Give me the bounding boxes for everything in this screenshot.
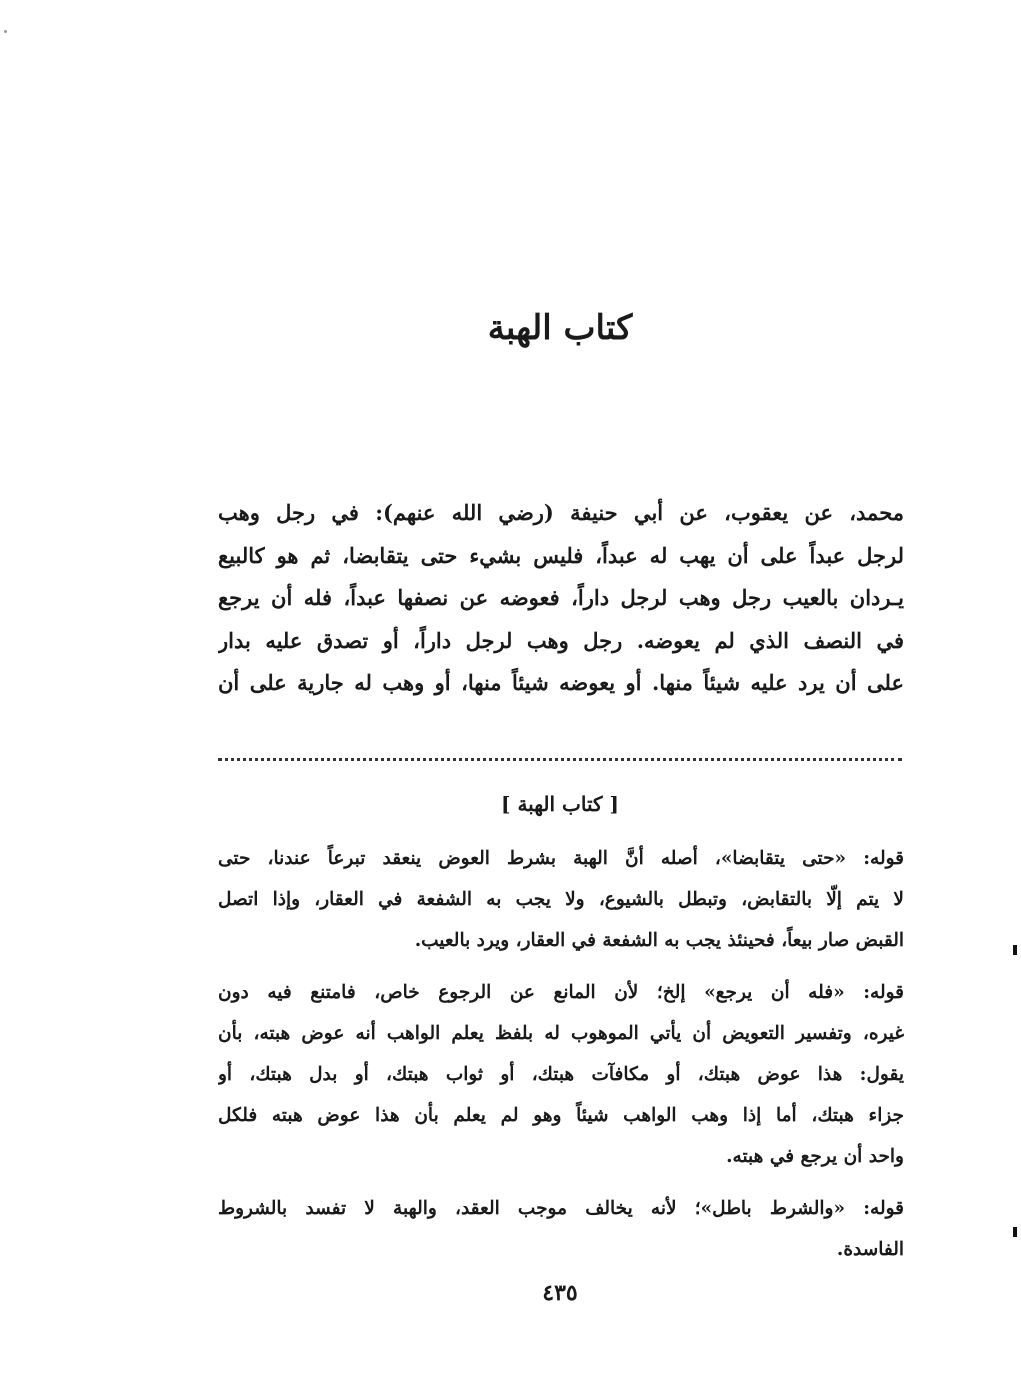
- scan-speck: [4, 30, 7, 33]
- commentary-line: واحد أن يرجع في هبته.: [726, 1146, 904, 1167]
- page-number: ٤٣٥: [542, 1280, 578, 1306]
- commentary-line: غيره، وتفسير التعويض أن يأتي الموهوب له بلفظ يعلم الواهب أنه عوض هبته، بأن: [218, 1023, 904, 1044]
- commentary-line: قوله: «فله أن يرجع» إلخ؛ لأن المانع عن الرجوع خاص، فامتنع فيه دون: [218, 982, 904, 1003]
- main-text-line: محمد، عن يعقوب، عن أبي حنيفة (رضي الله عنهم): في رجل وهب: [218, 500, 904, 525]
- commentary-line: الفاسدة.: [836, 1239, 904, 1260]
- chapter-title: كتاب الهبة: [487, 308, 633, 348]
- commentary-line: جزاء هبتك، أما إذا وهب الواهب شيئاً وهو لم يعلم بأن هذا عوض هبته فلكل: [218, 1105, 904, 1126]
- margin-mark: [1013, 1227, 1017, 1237]
- dotted-separator: [218, 758, 902, 761]
- commentary-line: لا يتم إلّا بالتقابض، وتبطل بالشيوع، ولا يجب به الشفعة في العقار، وإذا اتصل: [218, 889, 904, 910]
- main-text-line: في النصف الذي لم يعوضه. رجل وهب لرجل داراً، أو تصدق عليه بدار: [218, 627, 904, 653]
- main-text-line: على أن يرد عليه شيئاً منها. أو يعوضه شيئاً منها، أو وهب له جارية على أن: [218, 670, 904, 695]
- main-text-block: [218, 492, 904, 705]
- commentary-line: قوله: «حتى يتقابضا»، أصله أنَّ الهبة بشرط العوض ينعقد تبرعاً عندنا، حتى: [218, 848, 904, 869]
- commentary-line: القبض صار بيعاً، فحينئذ يجب به الشفعة في العقار، ويرد بالعيب.: [414, 930, 904, 951]
- commentary-paragraph: [218, 1188, 904, 1270]
- commentary-paragraph: [218, 972, 904, 1177]
- margin-mark: [1013, 945, 1017, 955]
- commentary-paragraph: [218, 838, 904, 961]
- main-text-line: يـردان بالعيب رجل وهب لرجل داراً، فعوضه عن نصفها عبداً، فله أن يرجع: [218, 585, 904, 610]
- commentary-heading: [ كتاب الهبة ]: [501, 792, 619, 816]
- commentary-line: قوله: «والشرط باطل»؛ لأنه يخالف موجب العقد، والهبة لا تفسد بالشروط: [218, 1198, 904, 1219]
- main-text-line: لرجل عبداً على أن يهب له عبداً، فليس بشيء حتى يتقابضا، ثم هو كالبيع: [218, 542, 904, 568]
- commentary-line: يقول: هذا عوض هبتك، أو مكافآت هبتك، أو ثواب هبتك، أو بدل هبتك، أو: [218, 1064, 904, 1085]
- commentary-block: [218, 838, 904, 1281]
